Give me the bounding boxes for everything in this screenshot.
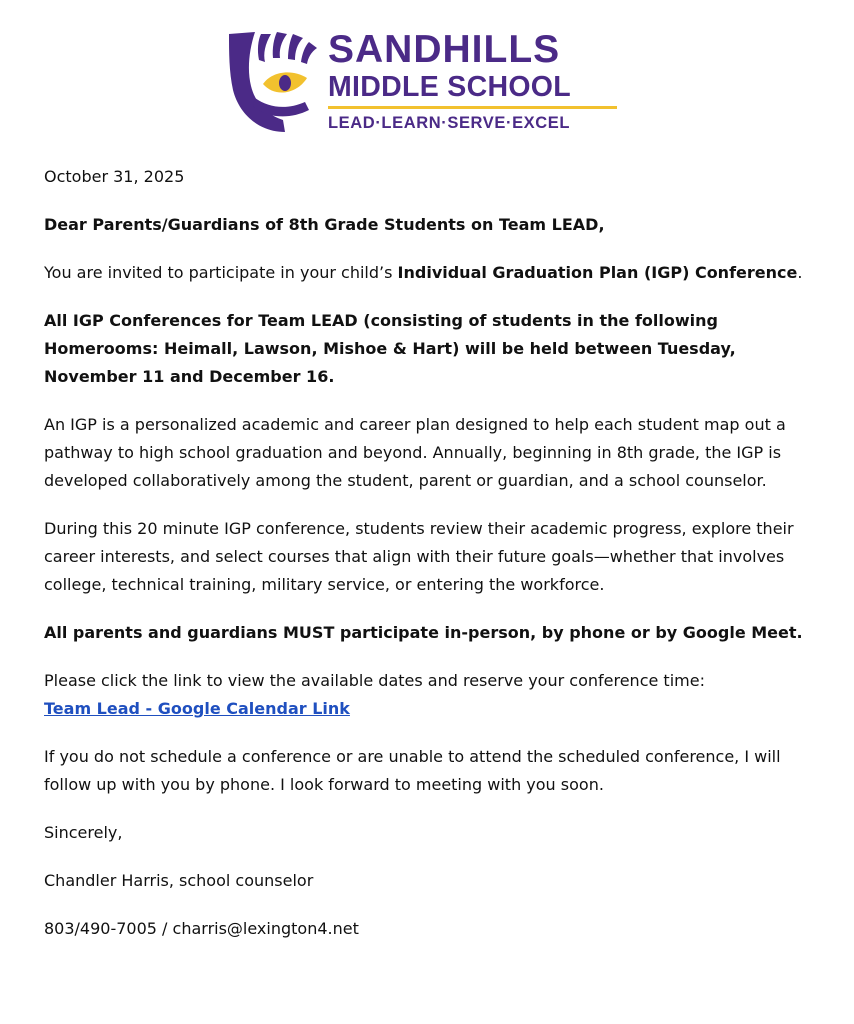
signer-contact: 803/490-7005 / charris@lexington4.net xyxy=(44,919,359,938)
igp-description: An IGP is a personalized academic and career plan designed to help each student map out a pathway to high school graduation and beyond. Annually, beginning in 8th grade, the IGP is developed collaboratively among the student, parent or guardian, and a school counselor. xyxy=(44,415,786,490)
invitation-text: You are invited to participate in your child’s xyxy=(44,263,398,282)
letter-body xyxy=(44,163,814,963)
letter-date: October 31, 2025 xyxy=(44,167,185,186)
followup-paragraph: If you do not schedule a conference or are unable to attend the scheduled conference, I will follow up with you by phone. I look forward to meeting with you soon. xyxy=(44,747,781,794)
schedule-notice: All IGP Conferences for Team LEAD (consisting of students in the following Homerooms: Heimall, Lawson, Mishoe & Hart) will be held between Tuesday, November 11 and December 16. xyxy=(44,311,736,386)
igp-conference-title: Individual Graduation Plan (IGP) Conference xyxy=(397,263,798,282)
letter-salutation: Dear Parents/Guardians of 8th Grade Students on Team LEAD, xyxy=(44,215,605,234)
school-name-line1: SANDHILLS xyxy=(328,28,561,71)
link-instruction: Please click the link to view the available dates and reserve your conference time: xyxy=(44,671,705,690)
link-paragraph xyxy=(44,667,814,723)
school-logo xyxy=(225,28,625,138)
participation-notice: All parents and guardians MUST participate in-person, by phone or by Google Meet. xyxy=(44,623,803,642)
signer-name: Chandler Harris, school counselor xyxy=(44,871,314,890)
invitation-end: . xyxy=(797,263,803,282)
invitation-paragraph xyxy=(44,259,814,287)
school-motto: LEAD·LEARN·SERVE·EXCEL xyxy=(328,114,571,132)
calendar-link[interactable]: Team Lead - Google Calendar Link xyxy=(44,699,350,718)
tiger-emblem-icon xyxy=(225,28,325,138)
conference-description: During this 20 minute IGP conference, students review their academic progress, explore their career interests, and select courses that align with their future goals—whether that involves college, technical training, military service, or entering the workforce. xyxy=(44,519,794,594)
school-name-line2: MIDDLE SCHOOL xyxy=(328,71,571,103)
logo-divider xyxy=(328,106,617,109)
closing: Sincerely, xyxy=(44,823,123,842)
